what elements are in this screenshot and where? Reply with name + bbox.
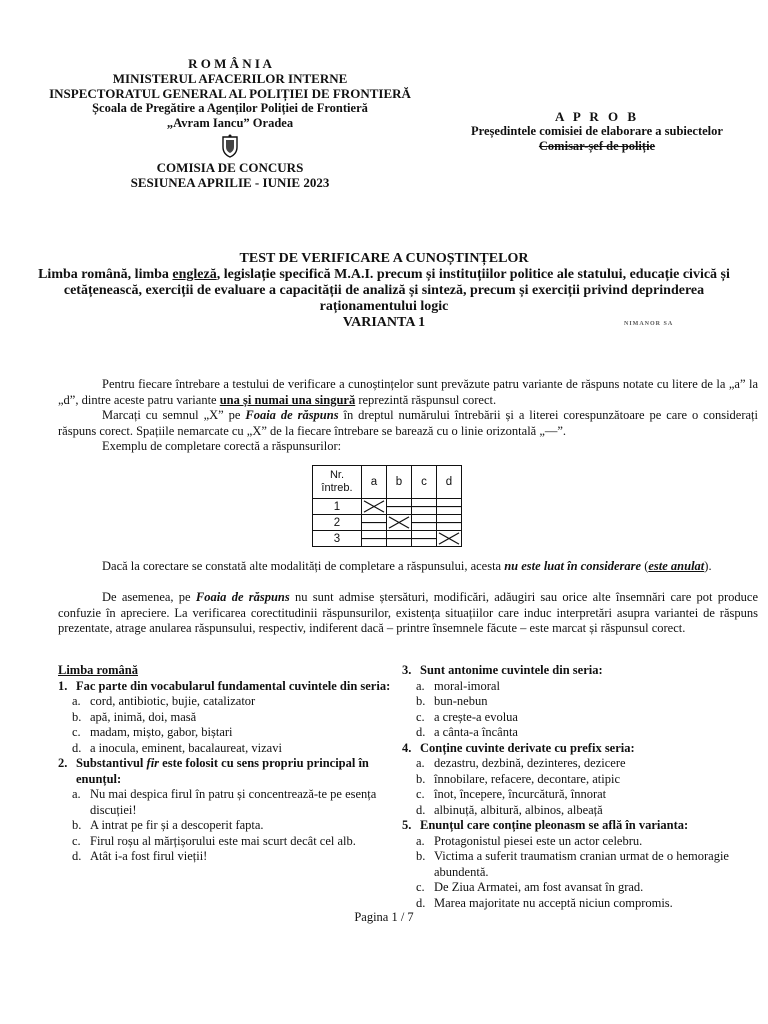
answer-cell xyxy=(387,515,412,531)
p5-text: De asemenea, pe xyxy=(102,590,196,604)
example-answer-table xyxy=(312,465,462,547)
table-header-number-label: Nr. întreb. xyxy=(321,469,353,494)
option-letter: d. xyxy=(416,802,426,817)
table-row xyxy=(313,531,462,547)
option-text: dezastru, dezbină, dezinteres, dezicere xyxy=(434,756,626,770)
table-header-letter: c xyxy=(412,466,437,499)
table-header-letter: d xyxy=(437,466,462,499)
country-name: R O M Â N I A xyxy=(188,56,272,71)
answer-option xyxy=(402,880,742,896)
answer-cell xyxy=(437,531,462,547)
dash-mark-icon xyxy=(412,515,436,530)
p4-paren-open: ( xyxy=(641,559,649,573)
answer-option xyxy=(402,694,742,710)
option-text: cord, antibiotic, bujie, catalizator xyxy=(90,694,256,708)
option-letter: a. xyxy=(72,694,81,708)
question-number: 4. xyxy=(402,740,412,755)
row-number: 3 xyxy=(313,531,362,547)
p4-paren-close: ). xyxy=(704,559,712,573)
dash-mark-icon xyxy=(412,531,436,546)
dash-mark-icon xyxy=(362,531,386,546)
p4-emphasis-underlined: este anulat xyxy=(648,559,705,573)
option-letter: d. xyxy=(416,725,426,739)
option-text: înnobilare, refacere, decontare, atipic xyxy=(434,771,620,786)
commission-name: COMISIA DE CONCURS xyxy=(156,160,304,175)
option-letter: b. xyxy=(416,849,426,863)
option-letter: c. xyxy=(416,709,425,724)
option-text: bun-nebun xyxy=(434,694,488,708)
p2-text: Marcați cu semnul „X” pe xyxy=(102,408,246,422)
question-text: Conține cuvinte derivate cu prefix seria: xyxy=(420,740,635,755)
answer-option xyxy=(58,725,395,741)
answer-option xyxy=(58,849,395,865)
title-subjects xyxy=(30,267,738,315)
answer-option xyxy=(402,896,742,912)
option-letter: b. xyxy=(72,818,82,832)
option-letter: a. xyxy=(72,787,81,801)
answer-cell xyxy=(437,499,462,515)
answer-cell xyxy=(437,515,462,531)
p5-emphasis: Foaia de răspuns xyxy=(195,590,290,604)
answer-option xyxy=(58,710,395,726)
stamp-fragment: NIMANOR SA xyxy=(624,321,674,327)
answer-cell xyxy=(362,515,387,531)
answer-cell xyxy=(362,531,387,547)
answer-cell xyxy=(412,531,437,547)
question-number: 3. xyxy=(402,663,412,677)
subjects-underlined: engleză xyxy=(172,267,217,282)
question-keyword: fir xyxy=(146,756,160,770)
answer-option xyxy=(402,756,742,772)
dash-mark-icon xyxy=(387,499,411,514)
answer-option xyxy=(402,772,742,788)
option-letter: b. xyxy=(72,709,82,724)
option-text: madam, mișto, gabor, biștari xyxy=(90,725,233,739)
instruction-paragraph-5 xyxy=(58,590,758,637)
approve-label: A P R O B xyxy=(554,109,640,124)
table-header-number xyxy=(313,466,362,499)
answer-cell xyxy=(362,499,387,515)
option-text: a cânta-a încânta xyxy=(434,725,518,739)
option-text: a crește-a evolua xyxy=(434,709,518,724)
p1-emphasis: una și numai una singură xyxy=(219,392,356,407)
option-letter: c. xyxy=(72,725,81,739)
title-main: TEST DE VERIFICARE A CUNOȘTINȚELOR xyxy=(239,251,529,266)
p5-text-end: nu sunt admise ștersături, modificări, adăugiri sau orice alte însemnări care pot produce confuzie în apreciere. La verificarea corectitudinii răspunsurilor, existența situațiilor care induc interpretări asupra variantei de răspuns prezentate, atrage anularea răspunsului, respectiv, indiferent dacă – printre însemnele făcute – este marcat și răspunsul corect. xyxy=(58,590,759,635)
option-text: Firul roșu al mărțișorului este mai scurt decât cel alb. xyxy=(90,833,356,848)
approver-role: Președintele comisiei de elaborare a subiectelor xyxy=(471,124,723,138)
instruction-paragraph-4 xyxy=(58,559,758,575)
p2-text-end: în dreptul numărului întrebării și a literei corespunzătoare pe care o considerați răspuns corect. Spațiile nemarcate cu „X” de la fiecare întrebare se barează cu o linie orizontală „—”. xyxy=(58,408,758,438)
answer-option xyxy=(402,679,742,695)
table-header-letter: b xyxy=(387,466,412,499)
test-title xyxy=(30,251,738,331)
x-mark-icon xyxy=(362,499,386,514)
option-letter: b. xyxy=(416,771,426,786)
option-letter: b. xyxy=(416,694,426,708)
option-text: a inocula, eminent, bacalaureat, vizavi xyxy=(90,740,282,755)
answer-cell xyxy=(387,531,412,547)
option-letter: a. xyxy=(416,756,425,770)
option-text: Atât i-a fost firul vieții! xyxy=(90,849,208,863)
p1-text-end: reprezintă răspunsul corect. xyxy=(355,392,497,407)
question-text: Enunțul care conține pleonasm se află în varianta: xyxy=(420,818,689,832)
question-text: Sunt antonime cuvintele din seria: xyxy=(420,663,603,677)
session-name: SESIUNEA APRILIE - IUNIE 2023 xyxy=(130,175,330,190)
inspectorate-name: INSPECTORATUL GENERAL AL POLIȚIEI DE FRONTIERĂ xyxy=(49,86,411,101)
question-text-part: este folosit cu sens propriu principal în enunțul: xyxy=(76,756,369,786)
issuer-header xyxy=(20,56,440,190)
approval-block xyxy=(452,109,742,154)
row-number: 2 xyxy=(313,515,362,531)
answer-cell xyxy=(412,515,437,531)
answer-option xyxy=(58,741,395,757)
approver-rank: Comisar-șef de poliție xyxy=(538,139,656,153)
dash-mark-icon xyxy=(387,531,411,546)
answer-option xyxy=(402,834,742,850)
p1-text: Pentru fiecare întrebare a testului de verificare a cunoștințelor sunt prevăzute patru variante de răspuns notate cu litere de la „a” la „d”, dintre aceste patru variante xyxy=(58,377,758,407)
answer-option xyxy=(58,818,395,834)
question-number: 5. xyxy=(402,818,412,832)
option-text: Protagonistul piesei este un actor celebru. xyxy=(434,833,643,848)
ministry-name: MINISTERUL AFACERILOR INTERNE xyxy=(112,71,348,86)
question xyxy=(58,679,395,695)
questions-left-column xyxy=(58,663,395,865)
option-text: apă, inimă, doi, masă xyxy=(90,709,197,724)
dash-mark-icon xyxy=(412,499,436,514)
coat-of-arms-icon xyxy=(220,134,240,158)
row-number: 1 xyxy=(313,499,362,515)
variant-label: VARIANTA 1 xyxy=(342,315,426,330)
question xyxy=(402,818,742,834)
question xyxy=(58,756,395,787)
page-number: Pagina 1 / 7 xyxy=(354,910,414,924)
school-name: Școala de Pregătire a Agenților Poliției de Frontieră xyxy=(92,101,368,115)
p2-emphasis: Foaia de răspuns xyxy=(245,408,339,422)
option-letter: d. xyxy=(72,740,82,755)
x-mark-icon xyxy=(437,531,461,546)
question-number: 2. xyxy=(58,756,68,770)
instruction-paragraph-1 xyxy=(58,377,758,408)
question-number: 1. xyxy=(58,678,68,693)
option-text: De Ziua Armatei, am fost avansat în grad. xyxy=(434,880,644,894)
answer-option xyxy=(402,787,742,803)
option-text: moral-imoral xyxy=(434,678,500,693)
p4-emphasis: nu este luat în considerare xyxy=(504,559,642,573)
option-letter: a. xyxy=(416,833,425,848)
answer-option xyxy=(402,849,742,880)
instruction-paragraph-3: Exemplu de completare corectă a răspunsurilor: xyxy=(102,439,342,453)
answer-option xyxy=(402,710,742,726)
table-header-letter: a xyxy=(362,466,387,499)
option-letter: d. xyxy=(416,895,426,910)
answer-option xyxy=(402,725,742,741)
answer-option xyxy=(58,787,395,818)
option-text: înot, începere, încurcătură, înnorat xyxy=(434,787,607,801)
option-text: albinuță, albitură, albinos, albeață xyxy=(434,802,603,817)
subjects-part-2: , legislație specifică M.A.I. precum și instituțiilor politice ale statului, educație civică și cetățenească, exerciții de evaluare a capacității de analiză și sinteză, precum și exerciții privind deprinderea raționamentului logic xyxy=(63,267,730,314)
x-mark-icon xyxy=(387,515,411,530)
option-letter: d. xyxy=(72,849,82,863)
option-text: A intrat pe fir și a descoperit fapta. xyxy=(90,818,264,832)
school-city: „Avram Iancu” Oradea xyxy=(166,116,294,130)
questions-right-column xyxy=(402,663,742,911)
option-text: Nu mai despica firul în patru și concentrează-te pe esența discuției! xyxy=(90,787,377,817)
answer-option xyxy=(58,694,395,710)
table-row xyxy=(313,499,462,515)
option-letter: c. xyxy=(72,833,81,848)
answer-cell xyxy=(387,499,412,515)
answer-option xyxy=(58,834,395,850)
option-letter: c. xyxy=(416,787,425,801)
option-text: Marea majoritate nu acceptă niciun compromis. xyxy=(434,895,673,910)
table-row xyxy=(313,515,462,531)
dash-mark-icon xyxy=(362,515,386,530)
subjects-part-1: Limba română, limba xyxy=(38,267,173,282)
dash-mark-icon xyxy=(437,515,461,530)
question xyxy=(402,663,742,679)
question-text: Fac parte din vocabularul fundamental cuvintele din seria: xyxy=(76,678,391,693)
answer-cell xyxy=(412,499,437,515)
instruction-paragraph-2 xyxy=(58,408,758,439)
question xyxy=(402,741,742,757)
dash-mark-icon xyxy=(437,499,461,514)
answer-option xyxy=(402,803,742,819)
option-letter: a. xyxy=(416,678,425,693)
option-letter: c. xyxy=(416,880,425,894)
option-text: Victima a suferit traumatism cranian urmat de o hemoragie abundentă. xyxy=(434,849,729,879)
question-text-part: Substantivul xyxy=(76,756,147,770)
section-title: Limba română xyxy=(58,663,138,677)
p4-text: Dacă la corectare se constată alte modalități de completare a răspunsului, acesta xyxy=(102,559,505,573)
